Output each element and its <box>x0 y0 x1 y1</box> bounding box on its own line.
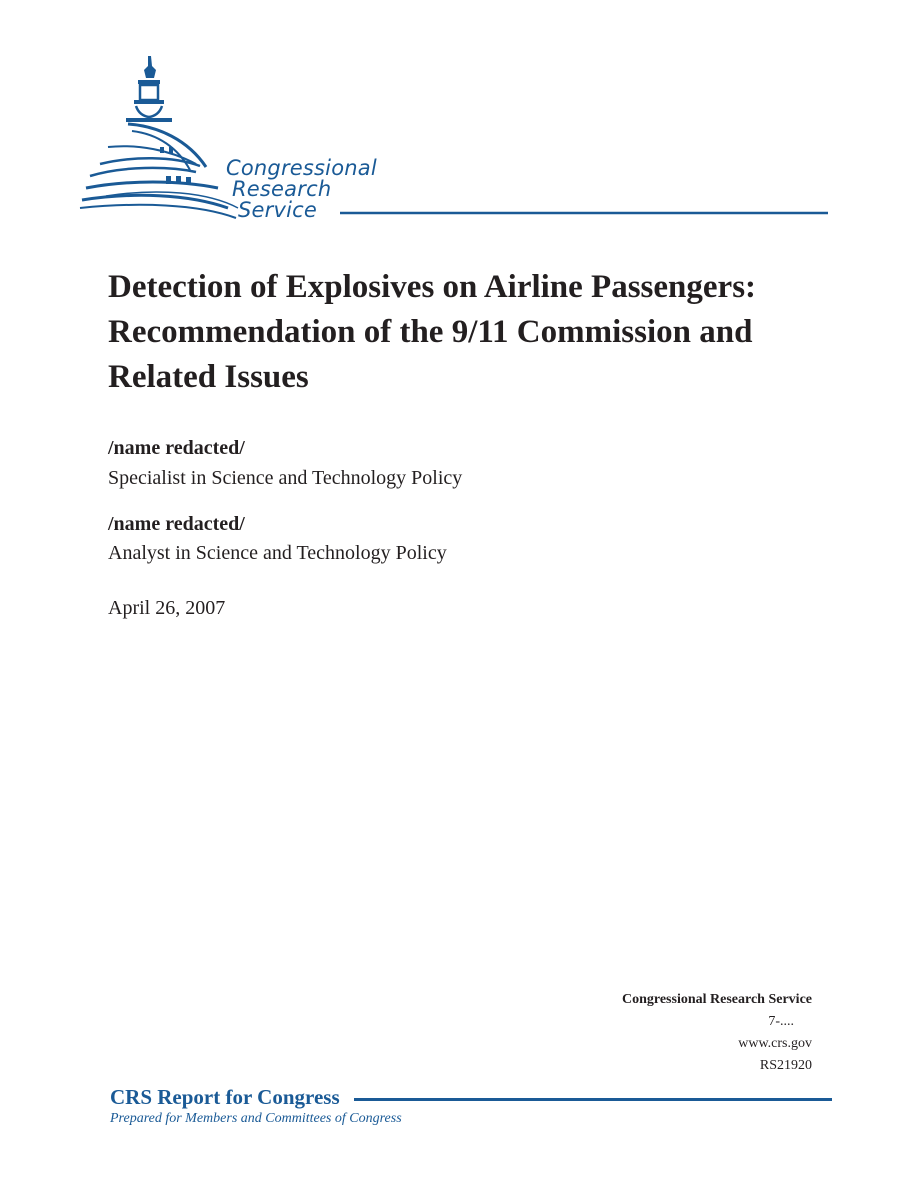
capitol-dome-icon <box>78 52 838 227</box>
footer-title: CRS Report for Congress <box>110 1085 340 1109</box>
author-1-title: Specialist in Science and Technology Policy <box>108 467 463 489</box>
crs-organization: Congressional Research Service <box>621 992 812 1007</box>
author-2-title: Analyst in Science and Technology Policy <box>108 542 447 564</box>
crs-website-link[interactable]: www.crs.gov <box>738 1036 812 1051</box>
crs-phone: 7-.... <box>768 1014 794 1029</box>
logo-text-congressional: Congressional <box>226 156 377 180</box>
crs-report-number: RS21920 <box>759 1058 812 1073</box>
crs-info-block <box>622 989 812 1077</box>
footer-divider <box>354 1098 832 1101</box>
author-1-name: /name redacted/ <box>108 437 245 459</box>
report-date: April 26, 2007 <box>108 597 226 619</box>
footer-subtitle: Prepared for Members and Committees of Congress <box>110 1111 402 1126</box>
logo-text-research: Research <box>232 177 332 201</box>
report-title: Detection of Explosives on Airline Passengers: Recommendation of the 9/11 Commission and Related Issues <box>108 269 757 395</box>
logo-text-service: Service <box>238 198 318 222</box>
author-2-name: /name redacted/ <box>108 513 245 535</box>
